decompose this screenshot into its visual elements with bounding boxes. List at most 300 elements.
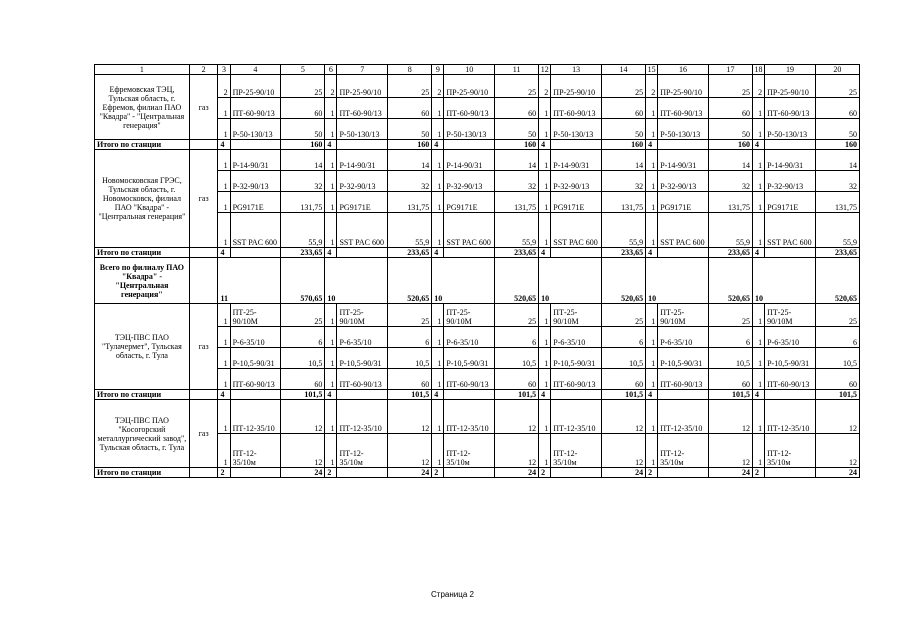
unit-capacity: 14	[495, 150, 539, 171]
unit-count: 1	[218, 171, 230, 192]
turbine-type: ПР-25-90/10	[337, 75, 388, 98]
total-capacity: 24	[708, 468, 752, 478]
branch-total-row	[95, 258, 860, 304]
total-capacity: 24	[388, 468, 432, 478]
branch-total-capacity: 570,65	[281, 258, 325, 304]
turbine-type: PG9171E	[658, 192, 709, 213]
turbine-type: Р-50-130/13	[444, 119, 495, 140]
unit-capacity: 32	[815, 171, 859, 192]
turbine-type: Р-10,5-90/31	[551, 348, 602, 369]
unit-count: 1	[752, 369, 764, 390]
station-name: ТЭЦ-ПВС ПАО "Косогорский металлургический завод", Тульская область, г. Тула	[95, 400, 190, 468]
empty-cell	[551, 468, 602, 478]
unit-count: 1	[218, 98, 230, 119]
unit-count: 1	[752, 171, 764, 192]
total-count: 4	[432, 140, 444, 150]
column-number: 9	[432, 65, 444, 75]
total-count: 4	[218, 390, 230, 400]
unit-capacity: 55,9	[388, 213, 432, 248]
total-count: 4	[646, 140, 658, 150]
station-total-label: Итого по станции	[95, 248, 190, 258]
unit-count: 1	[539, 98, 551, 119]
branch-total-capacity: 520,65	[815, 258, 859, 304]
unit-count: 1	[218, 213, 230, 248]
total-capacity: 24	[281, 468, 325, 478]
unit-count: 2	[325, 75, 337, 98]
column-number: 6	[325, 65, 337, 75]
unit-count: 1	[646, 192, 658, 213]
empty-cell	[189, 258, 218, 304]
turbine-type: ПТ-60-90/13	[551, 369, 602, 390]
turbine-type: Р-6-35/10	[230, 327, 281, 348]
unit-count: 1	[325, 327, 337, 348]
unit-capacity: 12	[602, 400, 646, 434]
unit-capacity: 6	[708, 327, 752, 348]
total-count: 4	[325, 140, 337, 150]
turbine-type: Р-10,5-90/31	[230, 348, 281, 369]
unit-capacity: 32	[388, 171, 432, 192]
unit-count: 1	[325, 192, 337, 213]
turbine-type: ПР-25-90/10	[658, 75, 709, 98]
total-count: 4	[539, 390, 551, 400]
turbine-type: ПР-25-90/10	[765, 75, 816, 98]
unit-capacity: 14	[815, 150, 859, 171]
unit-capacity: 50	[388, 119, 432, 140]
unit-capacity: 12	[388, 434, 432, 468]
turbine-type: ПТ-25-90/10М	[230, 304, 281, 327]
unit-count: 1	[432, 171, 444, 192]
unit-capacity: 10,5	[602, 348, 646, 369]
empty-cell	[765, 140, 816, 150]
turbine-type: Р-6-35/10	[444, 327, 495, 348]
unit-capacity: 32	[281, 171, 325, 192]
turbine-type: ПТ-12-35/10	[230, 400, 281, 434]
branch-total-count: 10	[325, 258, 388, 304]
empty-cell	[444, 140, 495, 150]
unit-capacity: 55,9	[815, 213, 859, 248]
turbine-type: ПТ-25-90/10М	[337, 304, 388, 327]
turbine-type: Р-10,5-90/31	[658, 348, 709, 369]
turbine-type: Р-50-130/13	[551, 119, 602, 140]
total-capacity: 101,5	[281, 390, 325, 400]
total-count: 4	[646, 248, 658, 258]
unit-capacity: 25	[815, 75, 859, 98]
total-count: 2	[752, 468, 764, 478]
unit-count: 1	[325, 400, 337, 434]
total-count: 2	[325, 468, 337, 478]
turbine-type: Р-32-90/13	[765, 171, 816, 192]
unit-capacity: 6	[388, 327, 432, 348]
total-capacity: 101,5	[495, 390, 539, 400]
turbine-type: Р-14-90/31	[230, 150, 281, 171]
turbine-type: ПТ-60-90/13	[337, 369, 388, 390]
unit-count: 1	[646, 434, 658, 468]
unit-capacity: 25	[708, 304, 752, 327]
unit-capacity: 32	[495, 171, 539, 192]
turbine-type: Р-6-35/10	[658, 327, 709, 348]
turbine-type: Р-6-35/10	[765, 327, 816, 348]
turbine-type: Р-32-90/13	[551, 171, 602, 192]
turbine-type: Р-32-90/13	[230, 171, 281, 192]
column-number: 11	[495, 65, 539, 75]
turbine-type: ПТ-60-90/13	[765, 369, 816, 390]
unit-capacity: 60	[495, 369, 539, 390]
turbine-type: Р-32-90/13	[337, 171, 388, 192]
turbine-type: PG9171E	[444, 192, 495, 213]
unit-count: 1	[539, 400, 551, 434]
unit-count: 1	[646, 400, 658, 434]
unit-capacity: 12	[495, 434, 539, 468]
turbine-type: ПР-25-90/10	[444, 75, 495, 98]
empty-cell	[230, 390, 281, 400]
unit-count: 1	[752, 348, 764, 369]
turbine-type: ПТ-12-35/10м	[444, 434, 495, 468]
turbine-type: ПТ-12-35/10м	[658, 434, 709, 468]
unit-capacity: 10,5	[815, 348, 859, 369]
station-name: ТЭЦ-ПВС ПАО "Тулачермет", Тульская область, г. Тула	[95, 304, 190, 390]
turbine-type: PG9171E	[765, 192, 816, 213]
unit-count: 1	[752, 213, 764, 248]
unit-count: 1	[752, 304, 764, 327]
unit-capacity: 25	[281, 75, 325, 98]
unit-count: 1	[432, 369, 444, 390]
total-capacity: 233,65	[815, 248, 859, 258]
unit-count: 1	[218, 150, 230, 171]
empty-cell	[337, 390, 388, 400]
unit-count: 1	[539, 434, 551, 468]
empty-cell	[189, 248, 218, 258]
capacity-table	[94, 64, 860, 478]
unit-count: 1	[646, 98, 658, 119]
unit-capacity: 60	[602, 369, 646, 390]
unit-count: 1	[432, 98, 444, 119]
total-count: 4	[752, 390, 764, 400]
turbine-type: ПТ-25-90/10М	[658, 304, 709, 327]
turbine-type: Р-14-90/31	[765, 150, 816, 171]
unit-count: 1	[325, 119, 337, 140]
unit-capacity: 60	[815, 369, 859, 390]
unit-count: 1	[325, 304, 337, 327]
total-capacity: 24	[815, 468, 859, 478]
turbine-type: Р-50-130/13	[230, 119, 281, 140]
column-number: 3	[218, 65, 230, 75]
station-total-row	[95, 140, 860, 150]
turbine-type: ПТ-60-90/13	[658, 98, 709, 119]
station-total-row	[95, 248, 860, 258]
unit-count: 1	[752, 192, 764, 213]
column-number: 5	[281, 65, 325, 75]
unit-count: 1	[325, 213, 337, 248]
column-number: 18	[752, 65, 764, 75]
total-capacity: 24	[602, 468, 646, 478]
turbine-type: ПТ-60-90/13	[765, 98, 816, 119]
total-count: 4	[646, 390, 658, 400]
turbine-type: Р-32-90/13	[658, 171, 709, 192]
unit-capacity: 6	[602, 327, 646, 348]
unit-capacity: 25	[281, 304, 325, 327]
turbine-type: ПТ-60-90/13	[551, 98, 602, 119]
unit-count: 2	[432, 75, 444, 98]
station-total-row	[95, 468, 860, 478]
unit-count: 1	[539, 213, 551, 248]
total-count: 2	[646, 468, 658, 478]
total-capacity: 101,5	[602, 390, 646, 400]
unit-count: 1	[646, 348, 658, 369]
turbine-type: PG9171E	[551, 192, 602, 213]
branch-total-count: 10	[646, 258, 709, 304]
unit-capacity: 12	[281, 434, 325, 468]
unit-count: 1	[325, 150, 337, 171]
unit-count: 1	[325, 171, 337, 192]
unit-capacity: 14	[602, 150, 646, 171]
unit-count: 1	[646, 369, 658, 390]
empty-cell	[658, 140, 709, 150]
total-capacity: 24	[495, 468, 539, 478]
turbine-type: ПТ-60-90/13	[444, 369, 495, 390]
turbine-type: Р-10,5-90/31	[765, 348, 816, 369]
unit-count: 1	[539, 369, 551, 390]
turbine-type: Р-6-35/10	[551, 327, 602, 348]
unit-capacity: 50	[815, 119, 859, 140]
page-number: Страница 2	[431, 590, 474, 599]
column-number: 4	[230, 65, 281, 75]
unit-capacity: 50	[281, 119, 325, 140]
unit-capacity: 131,75	[815, 192, 859, 213]
column-number: 15	[646, 65, 658, 75]
turbine-type: ПТ-12-35/10	[444, 400, 495, 434]
unit-count: 1	[432, 213, 444, 248]
unit-capacity: 32	[708, 171, 752, 192]
unit-capacity: 6	[495, 327, 539, 348]
empty-cell	[658, 248, 709, 258]
unit-count: 1	[539, 171, 551, 192]
turbine-type: ПТ-60-90/13	[444, 98, 495, 119]
total-count: 4	[432, 248, 444, 258]
turbine-type: SST PAC 600	[765, 213, 816, 248]
unit-capacity: 131,75	[495, 192, 539, 213]
turbine-type: Р-50-130/13	[658, 119, 709, 140]
unit-count: 1	[218, 304, 230, 327]
total-count: 4	[539, 140, 551, 150]
turbine-type: ПТ-12-35/10м	[337, 434, 388, 468]
unit-capacity: 55,9	[281, 213, 325, 248]
unit-capacity: 14	[281, 150, 325, 171]
unit-capacity: 12	[495, 400, 539, 434]
unit-count: 1	[218, 434, 230, 468]
fuel-type: газ	[189, 304, 218, 390]
turbine-type: ПТ-25-90/10М	[551, 304, 602, 327]
unit-capacity: 60	[388, 98, 432, 119]
unit-capacity: 60	[495, 98, 539, 119]
empty-cell	[765, 390, 816, 400]
empty-cell	[658, 468, 709, 478]
unit-capacity: 6	[815, 327, 859, 348]
unit-capacity: 12	[602, 434, 646, 468]
unit-count: 1	[646, 304, 658, 327]
turbine-type: ПТ-12-35/10	[337, 400, 388, 434]
unit-count: 1	[752, 327, 764, 348]
unit-capacity: 25	[815, 304, 859, 327]
turbine-type: SST PAC 600	[444, 213, 495, 248]
total-capacity: 233,65	[495, 248, 539, 258]
unit-count: 1	[432, 150, 444, 171]
unit-capacity: 6	[281, 327, 325, 348]
unit-count: 1	[432, 434, 444, 468]
total-count: 4	[218, 248, 230, 258]
branch-total-capacity: 520,65	[708, 258, 752, 304]
total-capacity: 233,65	[602, 248, 646, 258]
unit-count: 1	[432, 348, 444, 369]
unit-count: 1	[432, 400, 444, 434]
unit-capacity: 25	[388, 304, 432, 327]
unit-capacity: 55,9	[495, 213, 539, 248]
total-count: 4	[325, 390, 337, 400]
unit-count: 1	[218, 327, 230, 348]
branch-total-capacity: 520,65	[602, 258, 646, 304]
station-name: Новомосковская ГРЭС, Тульская область, г. Новомосковск, филиал ПАО "Квадра" - "Центральная генерация"	[95, 150, 190, 248]
unit-count: 1	[539, 119, 551, 140]
column-number: 2	[189, 65, 218, 75]
total-capacity: 101,5	[708, 390, 752, 400]
unit-row	[95, 400, 860, 434]
column-number: 20	[815, 65, 859, 75]
unit-count: 1	[752, 434, 764, 468]
unit-count: 1	[325, 434, 337, 468]
total-count: 2	[539, 468, 551, 478]
empty-cell	[337, 468, 388, 478]
empty-cell	[230, 248, 281, 258]
unit-row	[95, 75, 860, 98]
unit-capacity: 60	[602, 98, 646, 119]
total-count: 4	[325, 248, 337, 258]
turbine-type: Р-14-90/31	[444, 150, 495, 171]
unit-capacity: 10,5	[495, 348, 539, 369]
unit-capacity: 12	[815, 434, 859, 468]
turbine-type: SST PAC 600	[337, 213, 388, 248]
fuel-type: газ	[189, 75, 218, 140]
unit-count: 1	[218, 369, 230, 390]
station-total-row	[95, 390, 860, 400]
empty-cell	[230, 140, 281, 150]
branch-total-count: 10	[432, 258, 495, 304]
empty-cell	[337, 248, 388, 258]
turbine-type: ПР-25-90/10	[230, 75, 281, 98]
unit-capacity: 131,75	[708, 192, 752, 213]
unit-count: 1	[646, 327, 658, 348]
unit-capacity: 50	[708, 119, 752, 140]
unit-capacity: 25	[602, 304, 646, 327]
total-count: 4	[539, 248, 551, 258]
unit-count: 1	[539, 192, 551, 213]
unit-count: 1	[432, 304, 444, 327]
turbine-type: Р-32-90/13	[444, 171, 495, 192]
unit-count: 1	[539, 304, 551, 327]
total-count: 4	[752, 140, 764, 150]
unit-capacity: 131,75	[602, 192, 646, 213]
station-name: Ефремовская ТЭЦ, Тульская область, г. Ефремов, филиал ПАО "Квадра" - "Центральная генерация"	[95, 75, 190, 140]
turbine-type: ПТ-12-35/10	[551, 400, 602, 434]
unit-count: 1	[646, 171, 658, 192]
total-count: 4	[752, 248, 764, 258]
unit-capacity: 25	[495, 75, 539, 98]
column-number: 12	[539, 65, 551, 75]
turbine-type: Р-10,5-90/31	[444, 348, 495, 369]
unit-count: 1	[325, 98, 337, 119]
total-count: 4	[432, 390, 444, 400]
unit-capacity: 25	[495, 304, 539, 327]
unit-capacity: 131,75	[388, 192, 432, 213]
column-number: 16	[658, 65, 709, 75]
total-capacity: 101,5	[815, 390, 859, 400]
empty-cell	[189, 140, 218, 150]
column-number: 13	[551, 65, 602, 75]
unit-count: 1	[752, 98, 764, 119]
column-number: 19	[765, 65, 816, 75]
unit-count: 1	[646, 150, 658, 171]
unit-capacity: 10,5	[281, 348, 325, 369]
turbine-type: ПТ-25-90/10М	[444, 304, 495, 327]
unit-row	[95, 150, 860, 171]
column-number: 17	[708, 65, 752, 75]
branch-total-count: 11	[218, 258, 281, 304]
unit-capacity: 60	[708, 98, 752, 119]
unit-capacity: 10,5	[708, 348, 752, 369]
turbine-type: ПТ-12-35/10	[765, 400, 816, 434]
turbine-type: Р-6-35/10	[337, 327, 388, 348]
turbine-type: ПТ-60-90/13	[337, 98, 388, 119]
unit-count: 2	[218, 75, 230, 98]
column-number: 1	[95, 65, 190, 75]
branch-total-count: 10	[539, 258, 602, 304]
turbine-type: SST PAC 600	[551, 213, 602, 248]
branch-total-capacity: 520,65	[495, 258, 539, 304]
empty-cell	[189, 390, 218, 400]
column-number: 8	[388, 65, 432, 75]
unit-capacity: 12	[388, 400, 432, 434]
turbine-type: PG9171E	[337, 192, 388, 213]
total-capacity: 160	[708, 140, 752, 150]
unit-capacity: 14	[388, 150, 432, 171]
total-capacity: 233,65	[281, 248, 325, 258]
unit-count: 1	[432, 327, 444, 348]
unit-capacity: 60	[708, 369, 752, 390]
empty-cell	[444, 390, 495, 400]
turbine-type: Р-50-130/13	[337, 119, 388, 140]
turbine-type: Р-14-90/31	[337, 150, 388, 171]
unit-capacity: 55,9	[602, 213, 646, 248]
turbine-type: ПТ-60-90/13	[230, 369, 281, 390]
turbine-type: ПТ-60-90/13	[230, 98, 281, 119]
unit-count: 2	[539, 75, 551, 98]
unit-count: 1	[752, 119, 764, 140]
turbine-type: SST PAC 600	[658, 213, 709, 248]
column-number: 10	[444, 65, 495, 75]
unit-capacity: 14	[708, 150, 752, 171]
empty-cell	[230, 468, 281, 478]
empty-cell	[551, 140, 602, 150]
empty-cell	[551, 390, 602, 400]
turbine-type: Р-10,5-90/31	[337, 348, 388, 369]
unit-row	[95, 304, 860, 327]
unit-capacity: 25	[708, 75, 752, 98]
turbine-type: ПТ-12-35/10м	[765, 434, 816, 468]
unit-capacity: 60	[815, 98, 859, 119]
empty-cell	[765, 468, 816, 478]
unit-count: 1	[218, 119, 230, 140]
unit-count: 2	[752, 75, 764, 98]
empty-cell	[551, 248, 602, 258]
empty-cell	[765, 248, 816, 258]
